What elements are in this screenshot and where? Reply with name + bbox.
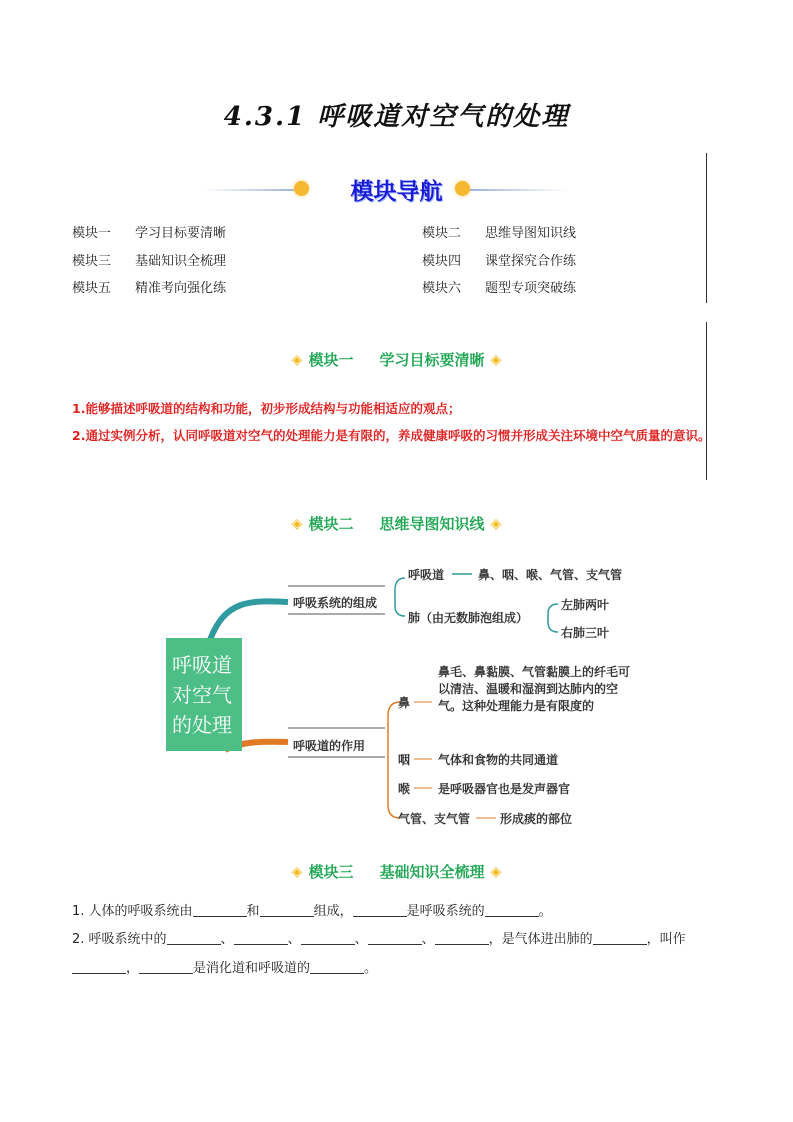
mindmap-right-lung: 右肺三叶 [561, 626, 610, 640]
blank-field[interactable] [72, 959, 126, 974]
nav-item-4[interactable]: 模块四 课堂探究合作练 [422, 254, 577, 269]
blank-field[interactable] [234, 930, 288, 945]
mindmap-center: 呼吸道对空气的处理 [166, 638, 242, 751]
mindmap-nose: 鼻 [398, 696, 411, 710]
nav-heading: 模块导航 [350, 179, 443, 205]
diamond-icon: ◈ [490, 864, 502, 880]
mindmap-airway: 呼吸道 [408, 568, 445, 582]
mindmap-larynx: 喉 [398, 782, 411, 796]
mindmap-pharynx: 咽 [398, 753, 411, 767]
diamond-icon: ◈ [291, 864, 303, 880]
blank-field[interactable] [310, 959, 364, 974]
nav-item-1[interactable]: 模块一 学习目标要清晰 [72, 226, 227, 241]
nav-item-2[interactable]: 模块二 思维导图知识线 [422, 226, 577, 241]
blank-field[interactable] [139, 959, 193, 974]
diamond-icon: ◈ [490, 352, 502, 368]
module1-heading: ◈ 模块一 学习目标要清晰 ◈ [291, 351, 502, 369]
mindmap-left-lung: 左肺两叶 [561, 598, 610, 612]
nav-item-6[interactable]: 模块六 题型专项突破练 [422, 281, 577, 296]
blank-field[interactable] [260, 902, 314, 917]
goal-1: 1.能够描述呼吸道的结构和功能，初步形成结构与功能相适应的观点； [72, 401, 461, 416]
mindmap-trachea-desc: 形成痰的部位 [500, 812, 573, 826]
goal-2: 2.通过实例分析，认同呼吸道对空气的处理能力是有限的，养成健康呼吸的习惯并形成关注环境中空气质量的意识。 [72, 428, 711, 443]
blank-field[interactable] [353, 902, 407, 917]
blank-field[interactable] [167, 930, 221, 945]
nav-item-5[interactable]: 模块五 精准考向强化练 [72, 281, 227, 296]
mindmap-airway-parts: 鼻、咽、喉、气管、支气管 [478, 568, 623, 582]
blank-field[interactable] [485, 902, 539, 917]
diamond-icon: ◈ [291, 352, 303, 368]
mindmap-larynx-desc: 是呼吸器官也是发声器官 [438, 782, 571, 796]
blank-field[interactable] [435, 930, 489, 945]
page-title: 4.3.1 呼吸道对空气的处理 [223, 102, 570, 132]
question-1: 1. 人体的呼吸系统由 和 组成， 是呼吸系统的 。 [72, 904, 552, 919]
blank-field[interactable] [368, 930, 422, 945]
mindmap-pharynx-desc: 气体和食物的共同通道 [438, 753, 559, 767]
nav-item-3[interactable]: 模块三 基础知识全梳理 [72, 254, 227, 269]
mindmap-branch-composition: 呼吸系统的组成 [293, 596, 378, 610]
question-2: 2. 呼吸系统中的 、 、 、 、 ，是气体进出肺的 ，叫作 ， 是消化道和呼吸道的 。 [72, 932, 686, 976]
blank-field[interactable] [301, 930, 355, 945]
mindmap-nose-desc: 鼻毛、鼻黏膜、气管黏膜上的纤毛可以清洁、温暖和湿润到达肺内的空气。这种处理能力是有限度的 [438, 665, 631, 713]
blank-field[interactable] [193, 902, 247, 917]
module2-heading: ◈ 模块二 思维导图知识线 ◈ [291, 515, 502, 533]
mindmap-lung: 肺（由无数肺泡组成） [408, 611, 529, 625]
blank-field[interactable] [593, 930, 647, 945]
mindmap-branch-function: 呼吸道的作用 [293, 739, 366, 753]
mindmap-trachea: 气管、支气管 [398, 812, 471, 826]
diamond-icon: ◈ [490, 516, 502, 532]
module3-heading: ◈ 模块三 基础知识全梳理 ◈ [291, 863, 502, 881]
diamond-icon: ◈ [291, 516, 303, 532]
